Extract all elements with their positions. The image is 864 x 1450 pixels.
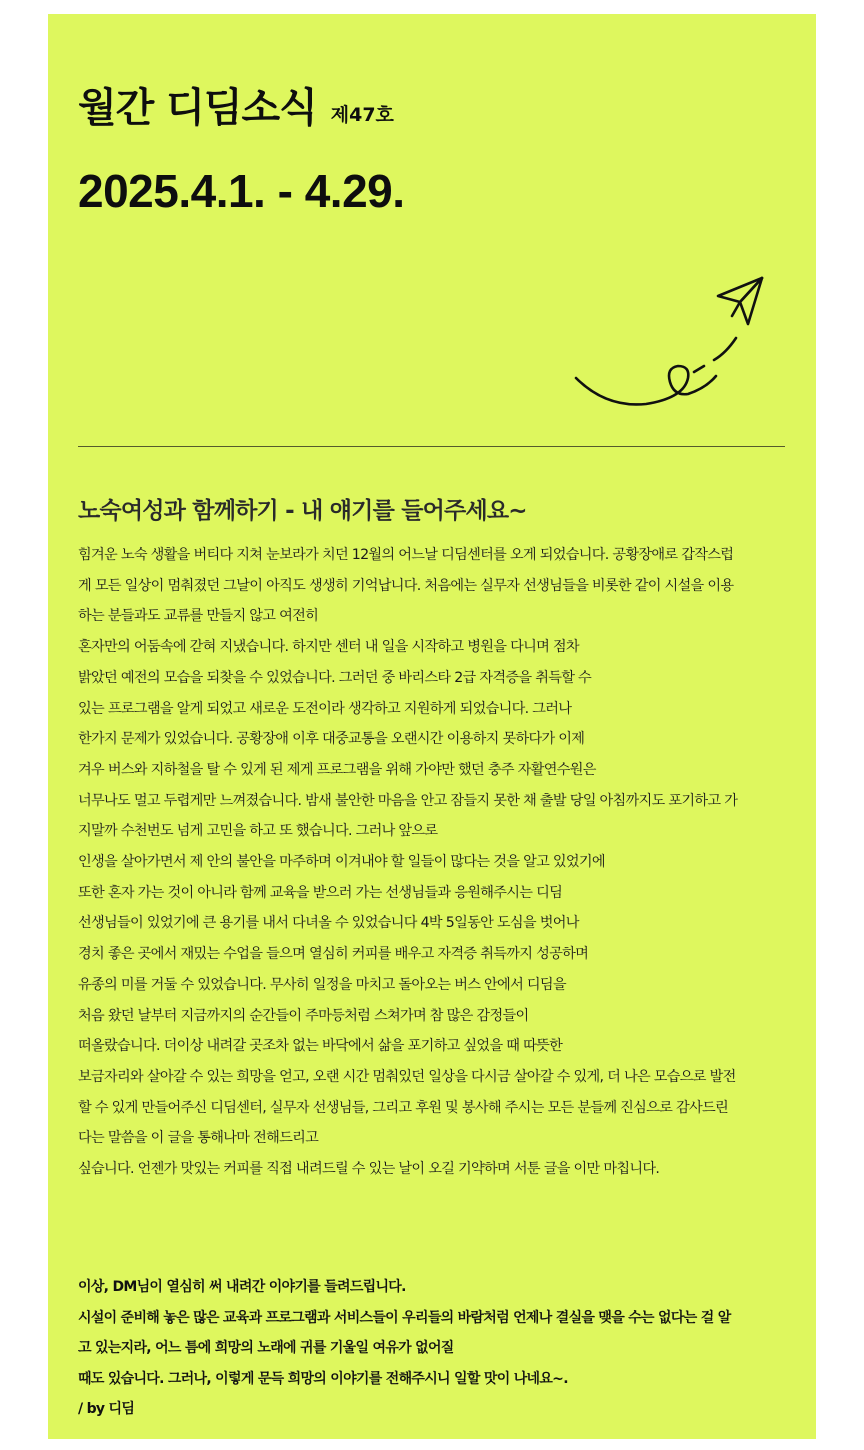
article-line: 너무나도 멀고 두렵게만 느껴졌습니다. 밤새 불안한 마음을 안고 잠들지 못한 채 출발 당일 아침까지도 포기하고 가 — [78, 792, 738, 809]
closing-line: 이상, DM님이 열심히 써 내려간 이야기를 들려드립니다. — [78, 1279, 406, 1295]
article-line: 한가지 문제가 있었습니다. 공황장애 이후 대중교통을 오랜시간 이용하지 못하다가 이제 — [78, 731, 585, 748]
article-line: 할 수 있게 만들어주신 디딤센터, 실무자 선생님들, 그리고 후원 및 봉사해 주시는 모든 분들께 진심으로 감사드린 — [78, 1099, 729, 1116]
article-line: 선생님들이 있었기에 큰 용기를 내서 다녀올 수 있었습니다 4박 5일동안 도심을 벗어나 — [78, 915, 579, 932]
article-line: 혼자만의 어둠속에 갇혀 지냈습니다. 하지만 센터 내 일을 시작하고 병원을 다니며 점차 — [78, 639, 579, 656]
article-line: 다는 말씀을 이 글을 통해나마 전해드리고 — [78, 1130, 319, 1147]
closing-note — [78, 1272, 790, 1425]
article-heading: 노숙여성과 함께하기 - 내 얘기를 들어주세요~ — [78, 498, 527, 524]
closing-line: 고 있는지라, 어느 틈에 희망의 노래에 귀를 기울일 여유가 없어질 — [78, 1340, 454, 1356]
article-line: 겨우 버스와 지하철을 탈 수 있게 된 제게 프로그램을 위해 가야만 했던 충주 자활연수원은 — [78, 761, 596, 778]
section-divider — [78, 446, 785, 447]
article-line: 또한 혼자 가는 것이 아니라 함께 교육을 받으러 가는 선생님들과 응원해주시는 디딤 — [78, 884, 563, 901]
article-line: 처음 왔던 날부터 지금까지의 순간들이 주마등처럼 스쳐가며 참 많은 감정들이 — [78, 1007, 529, 1024]
article-line: 밝았던 예전의 모습을 되찾을 수 있었습니다. 그러던 중 바리스타 2급 자격증을 취득할 수 — [78, 669, 592, 686]
closing-line: 때도 있습니다. 그러나, 이렇게 문득 희망의 이야기를 전해주시니 일할 맛이 나네요~. — [78, 1370, 568, 1387]
newsletter-title: 월간 디딤소식 — [78, 85, 317, 131]
article-line: 경치 좋은 곳에서 재밌는 수업을 들으며 열심히 커피를 배우고 자격증 취득까지 성공하며 — [78, 946, 589, 963]
date-range: 2025.4.1. - 4.29. — [78, 165, 405, 217]
masthead — [78, 76, 394, 133]
article-line: 하는 분들과도 교류를 만들지 않고 여전히 — [78, 608, 319, 625]
signature: / by 디딤 — [78, 1401, 135, 1417]
article-line: 힘겨운 노숙 생활을 버티다 지쳐 눈보라가 치던 12월의 어느날 디딤센터를 오게 되었습니다. 공황장애로 갑작스럽 — [78, 547, 734, 563]
article-line: 떠올랐습니다. 더이상 내려갈 곳조차 없는 바닥에서 삶을 포기하고 싶었을 때 따뜻한 — [78, 1038, 563, 1055]
paper-airplane-icon — [566, 258, 786, 418]
article-line: 있는 프로그램을 알게 되었고 새로운 도전이라 생각하고 지원하게 되었습니다. 그러나 — [78, 700, 572, 717]
article-line: 지말까 수천번도 넘게 고민을 하고 또 했습니다. 그러나 앞으로 — [78, 823, 438, 840]
article-line: 싶습니다. 언젠가 맛있는 커피를 직접 내려드릴 수 있는 날이 오길 기약하며 서툰 글을 이만 마칩니다. — [78, 1161, 660, 1178]
article-line: 인생을 살아가면서 제 안의 불안을 마주하며 이겨내야 할 일들이 많다는 것을 알고 있었기에 — [78, 854, 605, 871]
article-line: 게 모든 일상이 멈춰졌던 그날이 아직도 생생히 기억납니다. 처음에는 실무자 선생님들을 비롯한 같이 시설을 이용 — [78, 577, 734, 594]
article-body — [78, 540, 790, 1185]
article-line: 유종의 미를 거둘 수 있었습니다. 무사히 일정을 마치고 돌아오는 버스 안에서 디딤을 — [78, 976, 566, 993]
closing-line: 시설이 준비해 놓은 많은 교육과 프로그램과 서비스들이 우리들의 바람처럼 언제나 결실을 맺을 수는 없다는 걸 알 — [78, 1309, 731, 1326]
article-line: 보금자리와 살아갈 수 있는 희망을 얻고, 오랜 시간 멈춰있던 일상을 다시금 살아갈 수 있게, 더 나은 모습으로 발전 — [78, 1068, 736, 1085]
newsletter-card — [48, 14, 816, 1439]
issue-number: 제47호 — [330, 104, 394, 126]
